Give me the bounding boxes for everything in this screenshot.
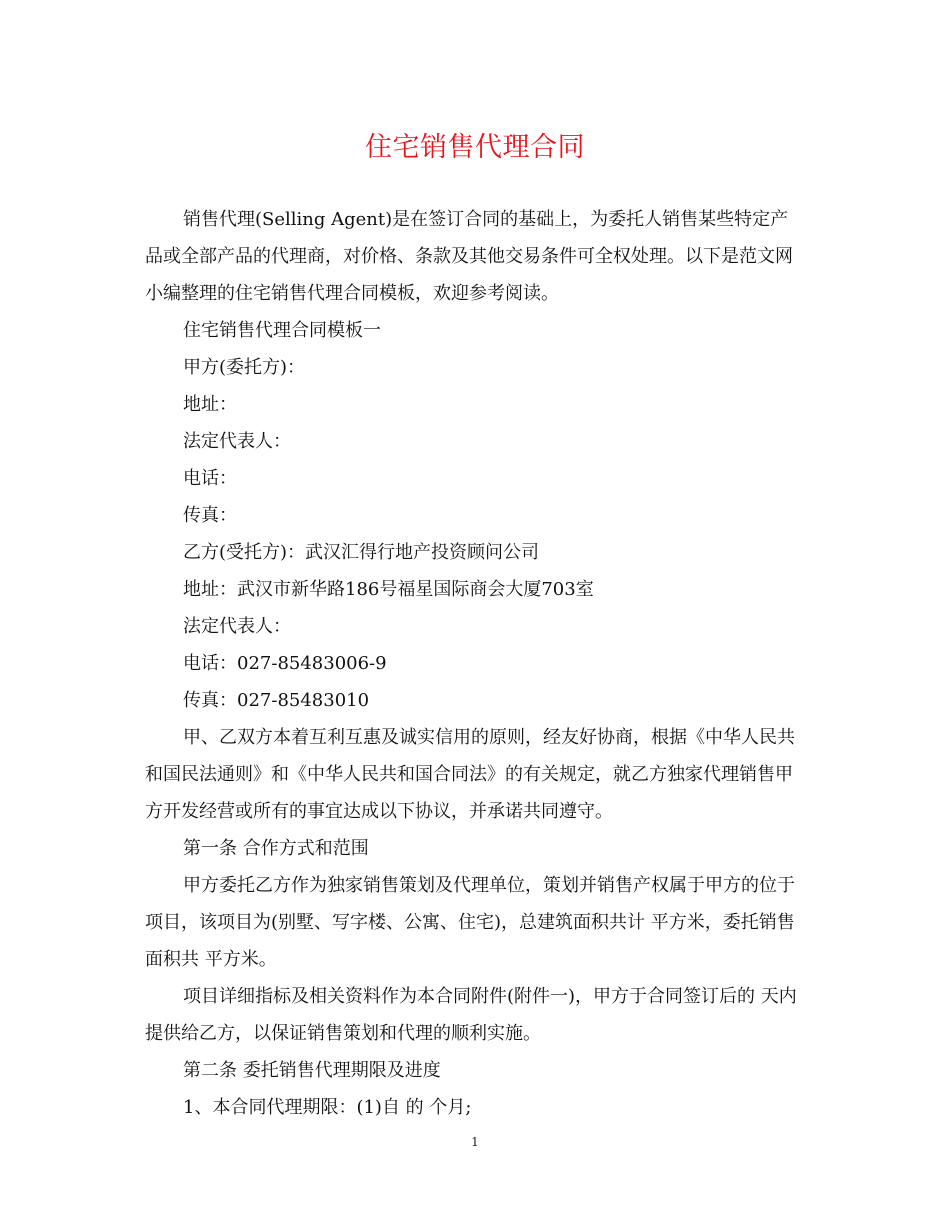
paragraph-article-1-heading: 第一条 合作方式和范围	[183, 838, 369, 859]
paragraph-party-a: 甲方(委托方)：	[183, 357, 306, 378]
paragraph-party-b-fax: 传真：027-85483010	[183, 690, 370, 711]
paragraph-intro: 销售代理(Selling Agent)是在签订合同的基础上，为委托人销售某些特定产品或全部产品的代理商，对价格、条款及其他交易条件可全权处理。以下是范文网小编整理的住宅销售代理合同模板，欢迎参考阅读。	[145, 209, 793, 304]
paragraph-party-a-fax: 传真：	[183, 505, 237, 526]
paragraph-article-1-attachment: 项目详细指标及相关资料作为本合同附件(附件一)，甲方于合同签订后的 天内提供给乙方，以保证销售策划和代理的顺利实施。	[145, 986, 797, 1044]
paragraph-article-1-scope: 甲方委托乙方作为独家销售策划及代理单位，策划并销售产权属于甲方的位于 项目，该项目为(别墅、写字楼、公寓、住宅)，总建筑面积共计 平方米，委托销售面积共 平方米。	[145, 875, 795, 970]
paragraph-article-2-term: 1、本合同代理期限：(1)自 的 个月;	[183, 1097, 472, 1118]
paragraph-party-a-phone: 电话：	[183, 468, 237, 489]
paragraph-party-b-phone: 电话：027-85483006-9	[183, 653, 387, 674]
page-number: 1	[471, 1135, 479, 1149]
paragraph-article-2-heading: 第二条 委托销售代理期限及进度	[183, 1060, 441, 1081]
paragraph-party-a-address: 地址：	[183, 394, 237, 415]
paragraph-agreement-preamble: 甲、乙双方本着互利互惠及诚实信用的原则，经友好协商，根据《中华人民共和国民法通则》和《中华人民共和国合同法》的有关规定，就乙方独家代理销售甲方开发经营或所有的事宜达成以下协议，并承诺共同遵守。	[145, 727, 795, 822]
paragraph-party-a-representative: 法定代表人：	[183, 431, 291, 452]
paragraph-party-b-address: 地址：武汉市新华路186号福星国际商会大厦703室	[183, 579, 594, 600]
paragraph-template-heading: 住宅销售代理合同模板一	[183, 320, 381, 341]
document-body	[145, 201, 805, 1126]
paragraph-party-b: 乙方(受托方)：武汉汇得行地产投资顾问公司	[183, 542, 540, 563]
paragraph-party-b-representative: 法定代表人：	[183, 616, 291, 637]
document-title: 住宅销售代理合同	[365, 132, 585, 163]
